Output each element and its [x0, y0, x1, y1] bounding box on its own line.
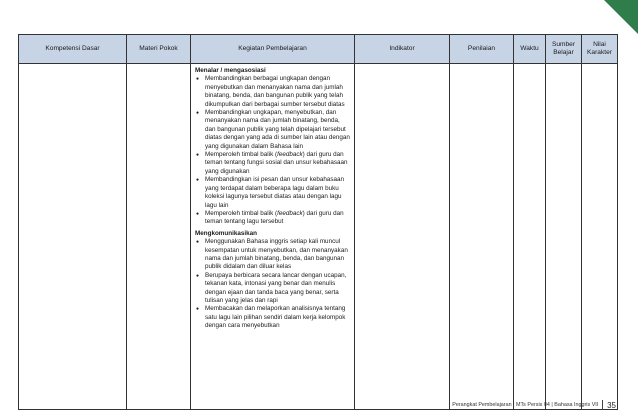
table-row	[19, 64, 618, 410]
header-materi-pokok: Materi Pokok	[127, 35, 191, 64]
cell-materi-pokok	[127, 64, 191, 410]
menalar-list	[195, 75, 350, 226]
cell-kegiatan-pembelajaran	[191, 64, 355, 410]
table-header-row	[19, 35, 618, 64]
mengkomunikasikan-list	[195, 238, 350, 330]
list-item: ● Membacakan dan melaporkan analisisnya tentang satu lagu lain pilihan sendiri dalam kerja kelompok dengan cara menyebutkan	[195, 305, 350, 330]
footer-text: Perangkat Pembelajaran | MTs Persis 04 | Bahasa Inggris VII	[452, 402, 599, 408]
header-waktu: Waktu	[514, 35, 546, 64]
lesson-plan-table	[18, 34, 618, 410]
list-item: ● Memperoleh timbal balik (feedback) dari guru dan teman tentang fungsi sosial dan unsur kebahasaan yang digunakan	[195, 151, 350, 176]
cell-sumber-belajar	[546, 64, 582, 410]
header-penilaian: Penilaian	[450, 35, 514, 64]
cell-nilai-karakter	[582, 64, 618, 410]
list-item: ● Membandingkan berbagai ungkapan dengan menyebutkan dan menanyakan nama dan jumlah binatang, benda, dan bangunan publik yang telah dikumpulkan dari berbagai sumber tersebut diatas	[195, 75, 350, 109]
header-kegiatan-pembelajaran: Kegiatan Pembelajaran	[191, 35, 355, 64]
footer-divider	[602, 400, 603, 410]
list-item: ● Menggunakan Bahasa inggris setiap kali muncul kesempatan untuk menyebutkan, dan menanyakan nama dan jumlah binatang, benda, dan bangunan publik didalam dan diluar kelas	[195, 238, 350, 272]
cell-indikator	[355, 64, 450, 410]
cell-waktu	[514, 64, 546, 410]
header-sumber-belajar: Sumber Belajar	[546, 35, 582, 64]
cell-kompetensi-dasar	[19, 64, 127, 410]
header-kompetensi-dasar: Kompetensi Dasar	[19, 35, 127, 64]
list-item: ● Membandingkan isi pesan dan unsur kebahasaan yang terdapat dalam beberapa lagu dalam buku koleksi lagunya tersebut diatas atau dengan lagu lagu lain	[195, 176, 350, 210]
page-footer	[452, 400, 616, 410]
list-item: ● Berupaya berbicara secara lancar dengan ucapan, tekanan kata, intonasi yang benar dan menulis dengan ejaan dan tanda baca yang benar, serta tulisan yang jelas dan rapi	[195, 272, 350, 306]
section-title-mengkomunikasikan: Mengkomunikasikan	[195, 229, 257, 237]
header-indikator: Indikator	[355, 35, 450, 64]
corner-decoration	[604, 0, 638, 34]
page-number: 35	[607, 400, 616, 410]
section-title-menalar: Menalar / mengasosiasi	[195, 67, 266, 74]
list-item: ● Membandingkan ungkapan, menyebutkan, dan menanyakan nama dan jumlah binatang, benda, dan bangunan publik yang telah dipelajari tersebut diatas dengan yang ada di sumber lain atau dengan yang digunakan dalam Bahasa lain	[195, 109, 350, 151]
header-nilai-karakter: Nilai Karakter	[582, 35, 618, 64]
cell-penilaian	[450, 64, 514, 410]
list-item: ● Memperoleh timbal balik (feedback) dari guru dan teman tentang lagu tersebut	[195, 210, 350, 227]
